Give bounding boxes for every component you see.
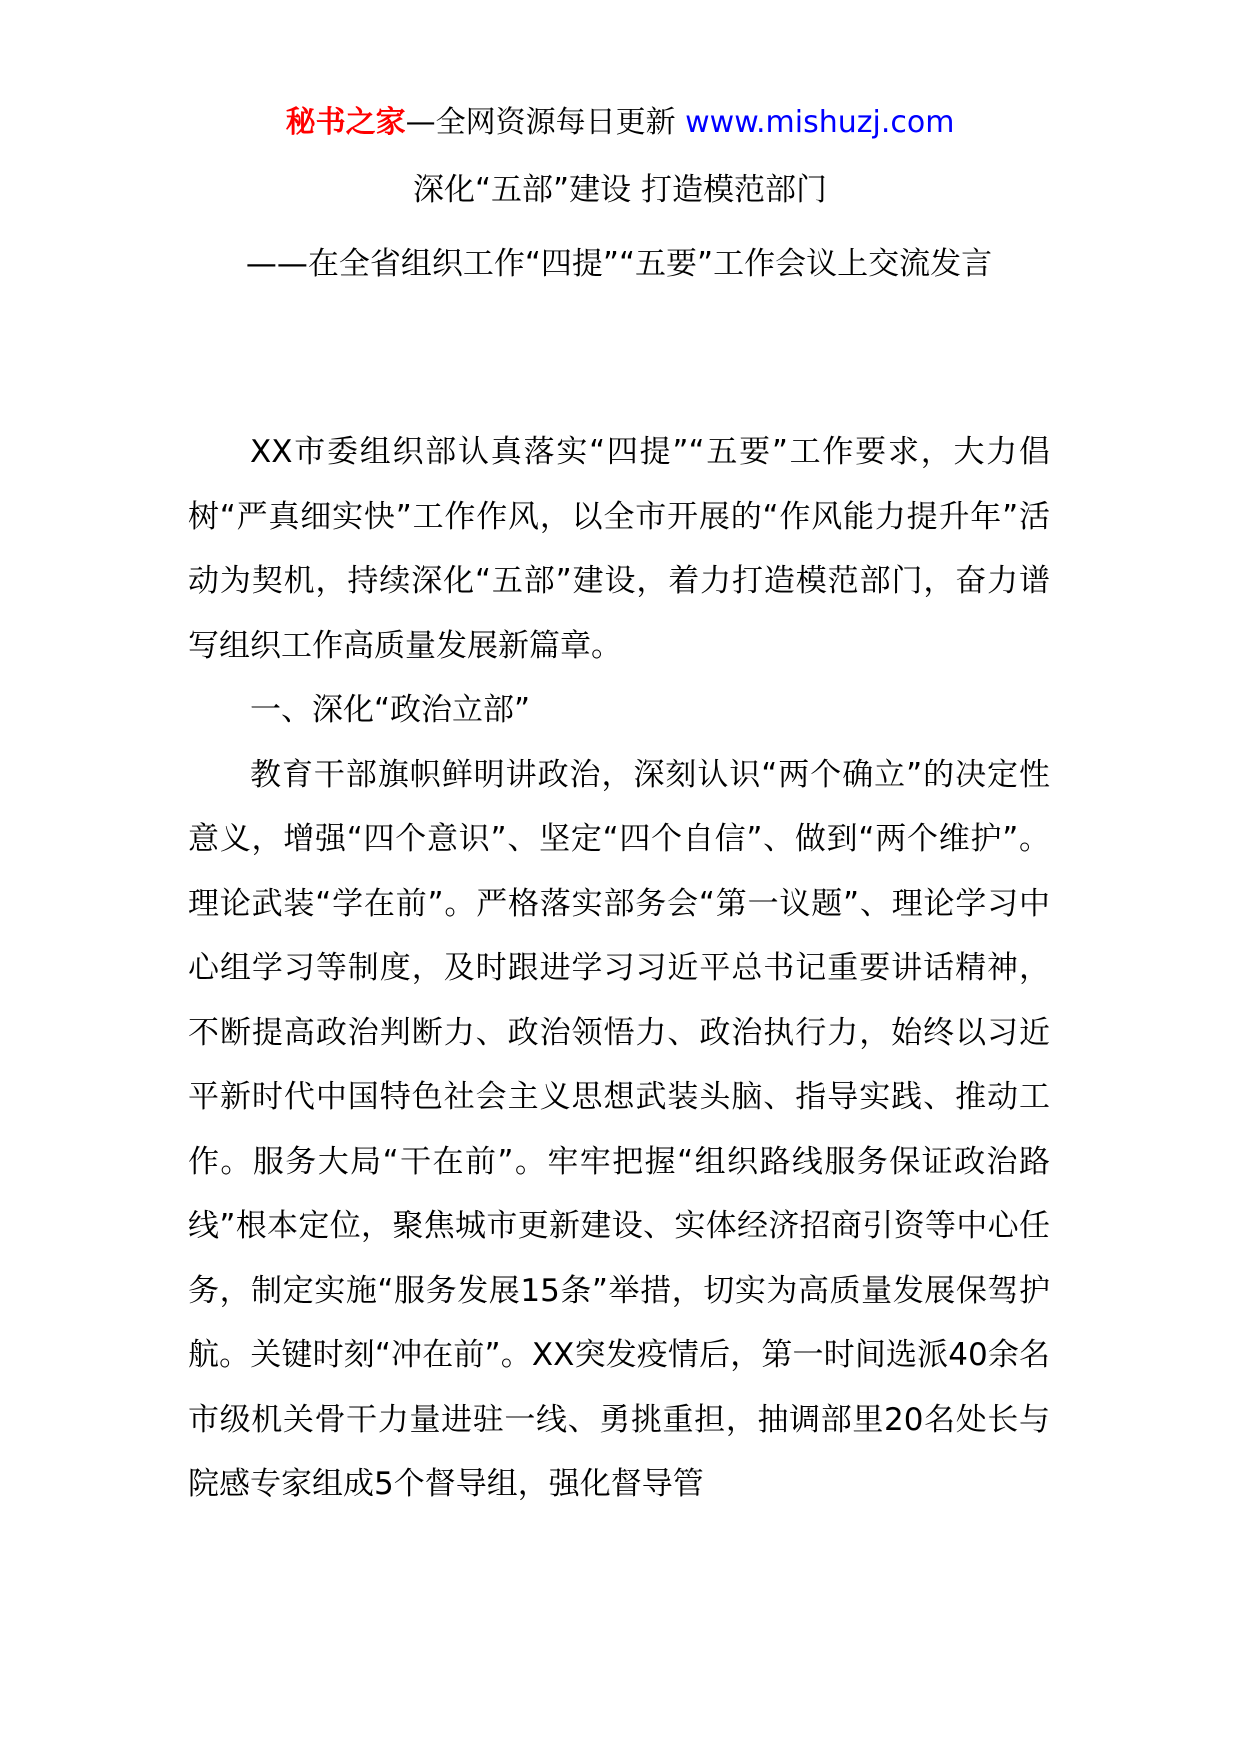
site-header: [0, 102, 1240, 144]
section-heading: 一、深化“政治立部”: [250, 692, 531, 728]
brand-name: 秘书之家: [285, 105, 406, 140]
site-url-link[interactable]: www.mishuzj.com: [685, 105, 955, 140]
document-title: 深化“五部”建设 打造模范部门: [413, 172, 827, 208]
header-slogan: —全网资源每日更新: [405, 105, 686, 140]
document-body: [188, 420, 1050, 1517]
body-paragraph: 教育干部旗帜鲜明讲政治，深刻认识“两个确立”的决定性意义，增强“四个意识”、坚定“四个自信”、做到“两个维护”。理论武装“学在前”。严格落实部务会“第一议题”、理论学习中心组学习等制度，及时跟进学习习近平总书记重要讲话精神，不断提高政治判断力、政治领悟力、政治执行力，始终以习近平新时代中国特色社会主义思想武装头脑、指导实践、推动工作。服务大局“干在前”。牢牢把握“组织路线服务保证政治路线”根本定位，聚焦城市更新建设、实体经济招商引资等中心任务，制定实施“服务发展15条”举措，切实为高质量发展保驾护航。关键时刻“冲在前”。XX突发疫情后，第一时间选派40余名市级机关骨干力量进驻一线、勇挑重担，抽调部里20名处长与院感专家组成5个督导组，强化督导管: [188, 756, 1050, 1502]
body-paragraph: XX市委组织部认真落实“四提”“五要”工作要求，大力倡树“严真细实快”工作作风，以全市开展的“作风能力提升年”活动为契机，持续深化“五部”建设，着力打造模范部门，奋力谱写组织工作高质量发展新篇章。: [188, 434, 1050, 664]
document-subtitle: ——在全省组织工作“四提”“五要”工作会议上交流发言: [245, 246, 993, 282]
